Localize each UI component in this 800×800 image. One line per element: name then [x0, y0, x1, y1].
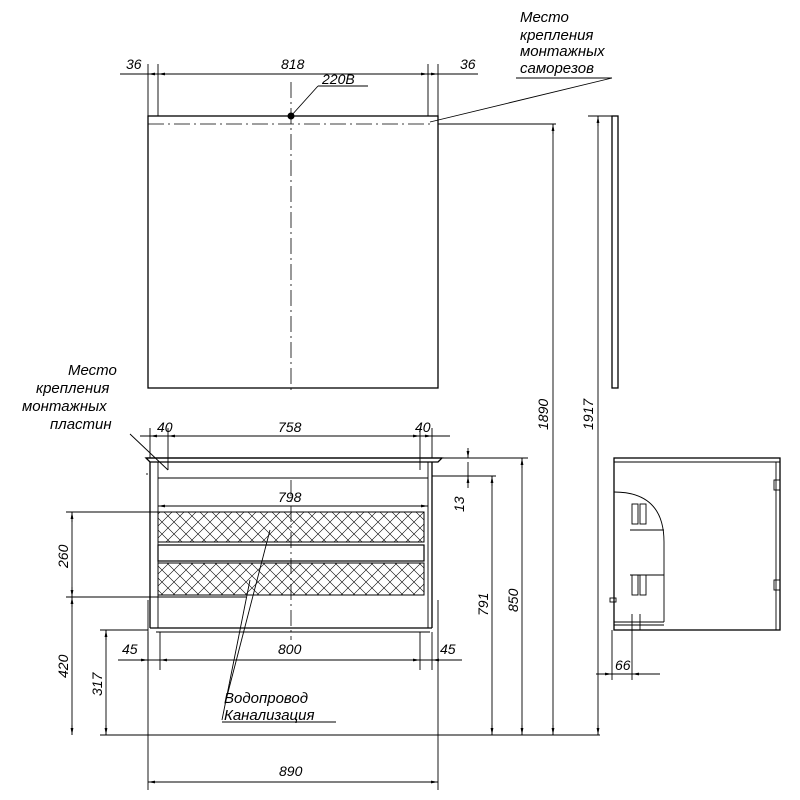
height-1890-label: 1890: [535, 398, 551, 430]
cabinet-mount-note-1: Место: [68, 362, 117, 379]
bottom-right-offset: 45: [440, 641, 456, 657]
drawer-height-label: 260: [55, 544, 71, 568]
height-1917-label: 1917: [580, 398, 596, 430]
plumbing-label-drain: Канализация: [224, 707, 315, 724]
power-label: 220В: [322, 71, 355, 87]
cabinet-side-view: [610, 458, 780, 630]
mirror-side-view: [612, 116, 618, 388]
height-420-label: 420: [55, 654, 71, 678]
mirror-mount-note-2: крепления: [520, 27, 594, 44]
height-791-label: 791: [475, 592, 491, 616]
top-gap-label: 13: [451, 496, 467, 512]
mirror-mount-note-1: Место: [520, 9, 569, 26]
inner-width-label: 798: [278, 489, 302, 505]
cabinet-right-offset: 40: [415, 419, 431, 435]
mirror-mount-note-4: саморезов: [520, 60, 594, 77]
side-depth-label: 66: [615, 657, 631, 673]
height-850-label: 850: [505, 588, 521, 612]
mirror-width-label: 818: [281, 56, 305, 72]
bottom-width-label: 800: [278, 641, 302, 657]
height-317-label: 317: [89, 672, 105, 696]
cabinet-left-offset: 40: [157, 419, 173, 435]
overall-width-label: 890: [279, 763, 303, 779]
cabinet-mount-note-2: крепления: [36, 380, 110, 397]
mirror-right-offset: 36: [460, 56, 476, 72]
bottom-left-offset: 45: [122, 641, 138, 657]
cabinet-mount-leader: [130, 434, 168, 470]
plumbing-label-water: Водопровод: [224, 690, 309, 707]
cabinet-front-view: [146, 458, 442, 640]
top-gap-dimension: [432, 448, 496, 488]
mirror-front-view: [148, 82, 438, 390]
cabinet-mount-note-3: монтажных: [22, 398, 107, 415]
cabinet-mount-note-4: пластин: [50, 416, 112, 433]
mirror-mount-note-3: монтажных: [520, 43, 605, 60]
cabinet-top-width-label: 758: [278, 419, 302, 435]
mirror-left-offset: 36: [126, 56, 142, 72]
mirror-mount-leader: [430, 78, 612, 122]
